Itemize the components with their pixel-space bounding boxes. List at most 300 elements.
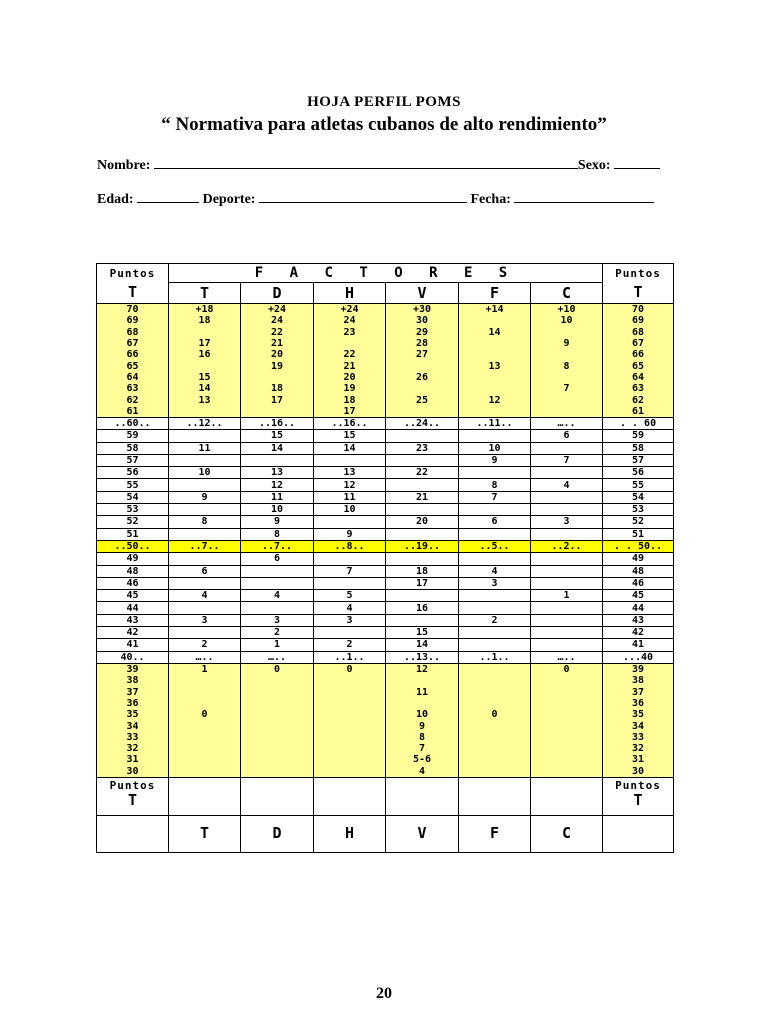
cell-factor-f: 13 bbox=[459, 360, 531, 371]
table-row bbox=[97, 614, 674, 626]
cell-factor-d: 6 bbox=[241, 553, 314, 565]
cell-factor-v: ..13.. bbox=[386, 651, 459, 663]
cell-factor-h bbox=[314, 698, 386, 709]
cell-factor-c bbox=[531, 327, 603, 338]
cell-factor-t: ….. bbox=[169, 651, 241, 663]
cell-factor-d bbox=[241, 687, 314, 698]
cell-factor-h: 15 bbox=[314, 430, 386, 442]
cell-factor-v: 25 bbox=[386, 394, 459, 405]
cell-factor-c bbox=[531, 698, 603, 709]
cell-factor-c bbox=[531, 720, 603, 731]
cell-factor-d: 4 bbox=[241, 590, 314, 602]
cell-factor-f: 4 bbox=[459, 565, 531, 577]
score-cell-d[interactable] bbox=[241, 777, 314, 815]
cell-factor-f bbox=[459, 430, 531, 442]
cell-factor-v: 11 bbox=[386, 687, 459, 698]
cell-factor-c: 1 bbox=[531, 590, 603, 602]
cell-puntos-left: 42 bbox=[97, 627, 169, 639]
cell-factor-h: 10 bbox=[314, 504, 386, 516]
cell-factor-t bbox=[169, 327, 241, 338]
cell-puntos-right: 52 bbox=[603, 516, 674, 528]
table-row bbox=[97, 454, 674, 466]
cell-puntos-right: . . 60 bbox=[603, 417, 674, 429]
cell-puntos-right: 33 bbox=[603, 732, 674, 743]
cell-factor-v bbox=[386, 454, 459, 466]
cell-puntos-right: 49 bbox=[603, 553, 674, 565]
cell-factor-c bbox=[531, 406, 603, 418]
cell-puntos-left: 54 bbox=[97, 491, 169, 503]
cell-puntos-left: 46 bbox=[97, 577, 169, 589]
cell-puntos-left: 44 bbox=[97, 602, 169, 614]
cell-factor-v: ..19.. bbox=[386, 540, 459, 552]
factor-header-c: C bbox=[531, 283, 603, 304]
cell-factor-c: ….. bbox=[531, 651, 603, 663]
cell-factor-t bbox=[169, 504, 241, 516]
table-row bbox=[97, 766, 674, 778]
cell-factor-t bbox=[169, 743, 241, 754]
cell-factor-h bbox=[314, 766, 386, 778]
cell-factor-t: 8 bbox=[169, 516, 241, 528]
table-row bbox=[97, 430, 674, 442]
puntos-footer-left-t: T bbox=[127, 790, 138, 809]
cell-factor-f bbox=[459, 732, 531, 743]
cell-factor-d: 18 bbox=[241, 383, 314, 394]
sexo-field[interactable] bbox=[614, 155, 660, 169]
cell-factor-t bbox=[169, 602, 241, 614]
footer-blank-left bbox=[97, 815, 169, 852]
footer-factor-h: H bbox=[314, 815, 386, 852]
cell-puntos-right: 61 bbox=[603, 406, 674, 418]
cell-factor-h bbox=[314, 720, 386, 731]
cell-puntos-right: 34 bbox=[603, 720, 674, 731]
cell-factor-c: 4 bbox=[531, 479, 603, 491]
footer-factor-f: F bbox=[459, 815, 531, 852]
cell-factor-h: 12 bbox=[314, 479, 386, 491]
cell-factor-v bbox=[386, 590, 459, 602]
cell-puntos-left: 36 bbox=[97, 698, 169, 709]
cell-puntos-left: 38 bbox=[97, 675, 169, 686]
table-row bbox=[97, 687, 674, 698]
cell-factor-v: 14 bbox=[386, 639, 459, 651]
cell-puntos-right: 55 bbox=[603, 479, 674, 491]
score-cell-t[interactable] bbox=[169, 777, 241, 815]
cell-puntos-right: 35 bbox=[603, 709, 674, 720]
puntos-footer-right-t: T bbox=[633, 790, 643, 809]
table-row bbox=[97, 467, 674, 479]
cell-factor-c: 7 bbox=[531, 454, 603, 466]
cell-puntos-right: 57 bbox=[603, 454, 674, 466]
cell-factor-h: 0 bbox=[314, 663, 386, 675]
cell-factor-t bbox=[169, 430, 241, 442]
t-header-left: T bbox=[97, 283, 169, 304]
cell-factor-d bbox=[241, 754, 314, 765]
cell-factor-t: 1 bbox=[169, 663, 241, 675]
table-row bbox=[97, 663, 674, 675]
cell-factor-f: 9 bbox=[459, 454, 531, 466]
cell-factor-d: 13 bbox=[241, 467, 314, 479]
cell-factor-v: 18 bbox=[386, 565, 459, 577]
score-cell-h[interactable] bbox=[314, 777, 386, 815]
cell-factor-f bbox=[459, 528, 531, 540]
cell-factor-c bbox=[531, 528, 603, 540]
cell-factor-f: 6 bbox=[459, 516, 531, 528]
cell-factor-d: 9 bbox=[241, 516, 314, 528]
nombre-label: Nombre: bbox=[97, 158, 151, 173]
cell-factor-v: 26 bbox=[386, 372, 459, 383]
cell-factor-f bbox=[459, 743, 531, 754]
score-cell-c[interactable] bbox=[531, 777, 603, 815]
cell-factor-d: +24 bbox=[241, 304, 314, 316]
cell-factor-t bbox=[169, 479, 241, 491]
cell-factor-t bbox=[169, 627, 241, 639]
cell-factor-h: 11 bbox=[314, 491, 386, 503]
cell-factor-f: ..11.. bbox=[459, 417, 531, 429]
cell-factor-f: 3 bbox=[459, 577, 531, 589]
table-body bbox=[97, 304, 674, 778]
cell-factor-v: 16 bbox=[386, 602, 459, 614]
cell-factor-c bbox=[531, 614, 603, 626]
cell-factor-t bbox=[169, 406, 241, 418]
cell-puntos-left: 32 bbox=[97, 743, 169, 754]
cell-factor-t bbox=[169, 454, 241, 466]
table-row bbox=[97, 639, 674, 651]
cell-factor-f bbox=[459, 687, 531, 698]
cell-puntos-right: 46 bbox=[603, 577, 674, 589]
cell-factor-c bbox=[531, 675, 603, 686]
cell-factor-f bbox=[459, 602, 531, 614]
cell-factor-t bbox=[169, 553, 241, 565]
cell-factor-c bbox=[531, 687, 603, 698]
cell-factor-h: 22 bbox=[314, 349, 386, 360]
table-footer bbox=[97, 777, 674, 852]
cell-factor-h: 2 bbox=[314, 639, 386, 651]
table-row bbox=[97, 709, 674, 720]
cell-factor-v: 15 bbox=[386, 627, 459, 639]
cell-factor-f bbox=[459, 372, 531, 383]
cell-factor-h bbox=[314, 627, 386, 639]
cell-factor-t bbox=[169, 577, 241, 589]
cell-factor-v bbox=[386, 698, 459, 709]
cell-factor-c: 8 bbox=[531, 360, 603, 371]
cell-puntos-right: 37 bbox=[603, 687, 674, 698]
cell-factor-t bbox=[169, 528, 241, 540]
cell-puntos-left: ..60.. bbox=[97, 417, 169, 429]
cell-factor-h bbox=[314, 454, 386, 466]
table-row bbox=[97, 327, 674, 338]
cell-factor-h: 23 bbox=[314, 327, 386, 338]
cell-puntos-right: . . 50.. bbox=[603, 540, 674, 552]
cell-factor-c bbox=[531, 754, 603, 765]
cell-puntos-right: 68 bbox=[603, 327, 674, 338]
cell-puntos-left: 65 bbox=[97, 360, 169, 371]
table-row bbox=[97, 590, 674, 602]
cell-factor-d: 11 bbox=[241, 491, 314, 503]
cell-factor-v: 5-6 bbox=[386, 754, 459, 765]
cell-factor-d: 17 bbox=[241, 394, 314, 405]
cell-factor-d: ….. bbox=[241, 651, 314, 663]
cell-factor-d bbox=[241, 454, 314, 466]
cell-factor-c: 10 bbox=[531, 315, 603, 326]
cell-factor-d bbox=[241, 602, 314, 614]
cell-factor-v: 17 bbox=[386, 577, 459, 589]
cell-factor-c bbox=[531, 602, 603, 614]
cell-puntos-right: ...40 bbox=[603, 651, 674, 663]
edad-field[interactable] bbox=[137, 189, 199, 203]
factor-header-h: H bbox=[314, 283, 386, 304]
cell-factor-h: 18 bbox=[314, 394, 386, 405]
cell-puntos-right: 36 bbox=[603, 698, 674, 709]
cell-factor-h: 9 bbox=[314, 528, 386, 540]
cell-puntos-left: 43 bbox=[97, 614, 169, 626]
cell-puntos-right: 70 bbox=[603, 304, 674, 316]
cell-factor-v: 22 bbox=[386, 467, 459, 479]
puntos-header-left: Puntos bbox=[97, 264, 169, 283]
cell-factor-h: ..8.. bbox=[314, 540, 386, 552]
cell-factor-c bbox=[531, 467, 603, 479]
cell-factor-f bbox=[459, 720, 531, 731]
cell-factor-d: ..7.. bbox=[241, 540, 314, 552]
cell-factor-d: 19 bbox=[241, 360, 314, 371]
cell-factor-f bbox=[459, 383, 531, 394]
cell-puntos-left: 48 bbox=[97, 565, 169, 577]
cell-factor-f bbox=[459, 338, 531, 349]
cell-puntos-right: 30 bbox=[603, 766, 674, 778]
cell-factor-c bbox=[531, 732, 603, 743]
cell-factor-v bbox=[386, 528, 459, 540]
factor-header-t: T bbox=[169, 283, 241, 304]
cell-factor-t: 14 bbox=[169, 383, 241, 394]
table-row bbox=[97, 627, 674, 639]
cell-factor-d: 10 bbox=[241, 504, 314, 516]
puntos-footer-right-label: Puntos bbox=[615, 778, 661, 792]
cell-puntos-right: 42 bbox=[603, 627, 674, 639]
cell-factor-t bbox=[169, 732, 241, 743]
cell-puntos-left: 40.. bbox=[97, 651, 169, 663]
cell-factor-t: 9 bbox=[169, 491, 241, 503]
cell-factor-v: 21 bbox=[386, 491, 459, 503]
cell-factor-h bbox=[314, 553, 386, 565]
cell-factor-h: 21 bbox=[314, 360, 386, 371]
cell-factor-d bbox=[241, 577, 314, 589]
cell-factor-h: 3 bbox=[314, 614, 386, 626]
cell-factor-f bbox=[459, 406, 531, 418]
cell-factor-v bbox=[386, 504, 459, 516]
cell-puntos-right: 48 bbox=[603, 565, 674, 577]
cell-factor-v: 27 bbox=[386, 349, 459, 360]
cell-factor-c bbox=[531, 577, 603, 589]
cell-factor-f: ..1.. bbox=[459, 651, 531, 663]
footer-blank-right bbox=[603, 815, 674, 852]
cell-factor-t: 3 bbox=[169, 614, 241, 626]
cell-factor-h: 4 bbox=[314, 602, 386, 614]
footer-factor-d: D bbox=[241, 815, 314, 852]
cell-factor-h: 7 bbox=[314, 565, 386, 577]
poms-profile-table bbox=[96, 263, 674, 853]
cell-factor-v bbox=[386, 406, 459, 418]
cell-puntos-right: 64 bbox=[603, 372, 674, 383]
cell-factor-h: 13 bbox=[314, 467, 386, 479]
table-row bbox=[97, 349, 674, 360]
cell-factor-f bbox=[459, 675, 531, 686]
factor-header-f: F bbox=[459, 283, 531, 304]
cell-factor-t bbox=[169, 720, 241, 731]
deporte-label: Deporte: bbox=[202, 192, 256, 207]
cell-puntos-right: 59 bbox=[603, 430, 674, 442]
cell-puntos-right: 56 bbox=[603, 467, 674, 479]
cell-factor-c: 3 bbox=[531, 516, 603, 528]
cell-factor-c bbox=[531, 372, 603, 383]
cell-factor-f: 7 bbox=[459, 491, 531, 503]
cell-factor-h bbox=[314, 732, 386, 743]
table-row bbox=[97, 360, 674, 371]
cell-factor-v: 8 bbox=[386, 732, 459, 743]
cell-factor-t: ..12.. bbox=[169, 417, 241, 429]
cell-factor-f bbox=[459, 698, 531, 709]
puntos-footer-right bbox=[603, 777, 674, 815]
sexo-label: Sexo: bbox=[577, 158, 611, 173]
cell-factor-t: 11 bbox=[169, 442, 241, 454]
cell-puntos-right: 43 bbox=[603, 614, 674, 626]
cell-factor-c bbox=[531, 639, 603, 651]
table-row bbox=[97, 338, 674, 349]
table-row bbox=[97, 516, 674, 528]
cell-factor-f bbox=[459, 553, 531, 565]
cell-factor-d: 12 bbox=[241, 479, 314, 491]
cell-factor-t: 17 bbox=[169, 338, 241, 349]
cell-factor-f: 8 bbox=[459, 479, 531, 491]
cell-factor-d bbox=[241, 565, 314, 577]
table-row bbox=[97, 479, 674, 491]
cell-factor-d: 2 bbox=[241, 627, 314, 639]
cell-puntos-left: 64 bbox=[97, 372, 169, 383]
footer-factor-c: C bbox=[531, 815, 603, 852]
fecha-label: Fecha: bbox=[470, 192, 511, 207]
cell-puntos-left: 51 bbox=[97, 528, 169, 540]
cell-factor-t: 13 bbox=[169, 394, 241, 405]
cell-factor-c: 7 bbox=[531, 383, 603, 394]
cell-puntos-left: 34 bbox=[97, 720, 169, 731]
cell-puntos-right: 67 bbox=[603, 338, 674, 349]
cell-factor-d bbox=[241, 406, 314, 418]
table-row bbox=[97, 417, 674, 429]
cell-puntos-left: 37 bbox=[97, 687, 169, 698]
footer-factor-v: V bbox=[386, 815, 459, 852]
cell-factor-c: 9 bbox=[531, 338, 603, 349]
cell-factor-t: 15 bbox=[169, 372, 241, 383]
cell-factor-h: 24 bbox=[314, 315, 386, 326]
cell-factor-c bbox=[531, 627, 603, 639]
cell-factor-f bbox=[459, 627, 531, 639]
cell-factor-f bbox=[459, 504, 531, 516]
score-cell-f[interactable] bbox=[459, 777, 531, 815]
table-row bbox=[97, 602, 674, 614]
cell-factor-v: 30 bbox=[386, 315, 459, 326]
score-cell-v[interactable] bbox=[386, 777, 459, 815]
cell-factor-h: +24 bbox=[314, 304, 386, 316]
puntos-header-right: Puntos bbox=[603, 264, 674, 283]
table-row bbox=[97, 577, 674, 589]
cell-factor-f: 2 bbox=[459, 614, 531, 626]
cell-factor-c: ….. bbox=[531, 417, 603, 429]
cell-puntos-right: 45 bbox=[603, 590, 674, 602]
cell-factor-h: ..16.. bbox=[314, 417, 386, 429]
cell-puntos-right: 66 bbox=[603, 349, 674, 360]
cell-factor-f bbox=[459, 349, 531, 360]
cell-factor-c bbox=[531, 491, 603, 503]
table-row bbox=[97, 553, 674, 565]
cell-factor-v bbox=[386, 383, 459, 394]
cell-factor-v: 9 bbox=[386, 720, 459, 731]
page-title: HOJA PERFIL POMS bbox=[307, 94, 461, 110]
cell-puntos-left: 69 bbox=[97, 315, 169, 326]
cell-factor-f: 0 bbox=[459, 709, 531, 720]
table-row bbox=[97, 406, 674, 418]
cell-factor-t: 2 bbox=[169, 639, 241, 651]
cell-puntos-left: 58 bbox=[97, 442, 169, 454]
cell-factor-h bbox=[314, 743, 386, 754]
cell-factor-d bbox=[241, 743, 314, 754]
cell-factor-h: 5 bbox=[314, 590, 386, 602]
cell-puntos-right: 63 bbox=[603, 383, 674, 394]
factor-header-d: D bbox=[241, 283, 314, 304]
cell-puntos-left: 39 bbox=[97, 663, 169, 675]
cell-puntos-left: 62 bbox=[97, 394, 169, 405]
cell-factor-f bbox=[459, 663, 531, 675]
cell-factor-c bbox=[531, 766, 603, 778]
cell-factor-h: ..1.. bbox=[314, 651, 386, 663]
nombre-field[interactable] bbox=[154, 155, 578, 169]
deporte-field[interactable] bbox=[259, 189, 467, 203]
cell-factor-d: 15 bbox=[241, 430, 314, 442]
cell-puntos-left: 70 bbox=[97, 304, 169, 316]
cell-factor-t: 16 bbox=[169, 349, 241, 360]
cell-factor-f: 12 bbox=[459, 394, 531, 405]
cell-factor-f: +14 bbox=[459, 304, 531, 316]
cell-puntos-right: 32 bbox=[603, 743, 674, 754]
cell-puntos-left: 66 bbox=[97, 349, 169, 360]
cell-factor-d: ..16.. bbox=[241, 417, 314, 429]
cell-factor-f bbox=[459, 639, 531, 651]
cell-factor-t: +18 bbox=[169, 304, 241, 316]
cell-factor-t: 4 bbox=[169, 590, 241, 602]
cell-factor-v bbox=[386, 553, 459, 565]
cell-factor-d: 24 bbox=[241, 315, 314, 326]
fecha-field[interactable] bbox=[514, 189, 654, 203]
cell-factor-t bbox=[169, 687, 241, 698]
cell-factor-c bbox=[531, 565, 603, 577]
table-row bbox=[97, 394, 674, 405]
cell-puntos-left: 35 bbox=[97, 709, 169, 720]
cell-factor-v bbox=[386, 479, 459, 491]
cell-factor-t: 18 bbox=[169, 315, 241, 326]
cell-factor-d: 14 bbox=[241, 442, 314, 454]
table-row bbox=[97, 651, 674, 663]
cell-factor-t bbox=[169, 754, 241, 765]
cell-factor-f bbox=[459, 467, 531, 479]
cell-puntos-left: 41 bbox=[97, 639, 169, 651]
cell-factor-f bbox=[459, 754, 531, 765]
cell-factor-h: 20 bbox=[314, 372, 386, 383]
cell-puntos-left: 30 bbox=[97, 766, 169, 778]
cell-puntos-left: 53 bbox=[97, 504, 169, 516]
cell-puntos-right: 38 bbox=[603, 675, 674, 686]
cell-factor-d: 3 bbox=[241, 614, 314, 626]
table-row bbox=[97, 304, 674, 316]
table-row bbox=[97, 540, 674, 552]
cell-puntos-right: 65 bbox=[603, 360, 674, 371]
table-row bbox=[97, 565, 674, 577]
table-row bbox=[97, 372, 674, 383]
